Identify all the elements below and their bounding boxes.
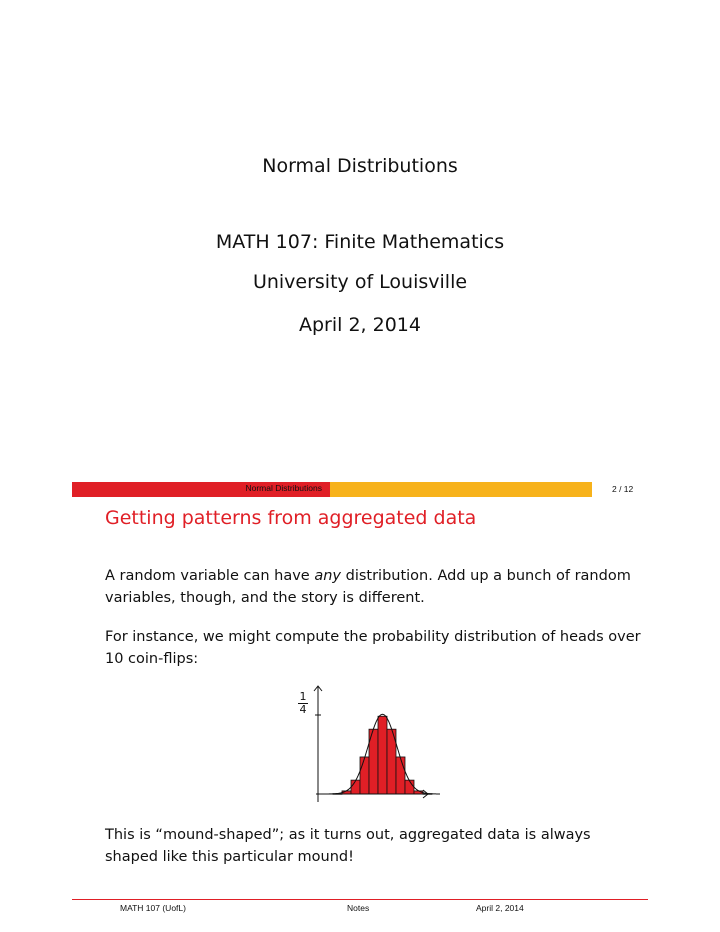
p1-emphasis: any <box>314 568 341 584</box>
header-bar <box>72 482 592 497</box>
footer-notes: Notes <box>347 903 370 913</box>
p1-text-b: distribution. Add up a bunch of random variables, though, and the story is different. <box>105 568 631 606</box>
binomial-chart <box>290 684 440 804</box>
paragraph-3: This is “mound-shaped”; as it turns out, aggregated data is always shaped like this particular mound! <box>105 827 591 865</box>
course-name: MATH 107: Finite Mathematics <box>215 231 505 253</box>
footer-course: MATH 107 (UofL) <box>120 903 186 913</box>
header-bar-gold <box>330 482 592 497</box>
slide-title-main: Normal Distributions <box>262 155 458 177</box>
footer-rule <box>72 899 648 900</box>
bars-group <box>333 716 432 794</box>
header-bar-red <box>72 482 330 497</box>
bar-2 <box>351 780 360 794</box>
bar-5 <box>378 716 387 794</box>
frame-title: Getting patterns from aggregated data <box>105 507 477 529</box>
paragraph-1 <box>105 565 645 609</box>
bar-7 <box>396 757 405 794</box>
paragraph-2: For instance, we might compute the probability distribution of heads over 10 coin-flips: <box>105 629 641 667</box>
header-section-label: Normal Distributions <box>245 483 322 493</box>
bar-3 <box>360 757 369 794</box>
footer-date: April 2, 2014 <box>476 903 524 913</box>
y-tick-numerator: 1 <box>299 690 307 703</box>
lecture-date: April 2, 2014 <box>299 314 421 336</box>
p1-text-a: A random variable can have <box>105 568 315 584</box>
institution-name: University of Louisville <box>252 271 468 293</box>
y-tick-denominator: 4 <box>299 703 307 716</box>
bar-8 <box>405 780 414 794</box>
page-number: 2 / 12 <box>612 484 634 494</box>
